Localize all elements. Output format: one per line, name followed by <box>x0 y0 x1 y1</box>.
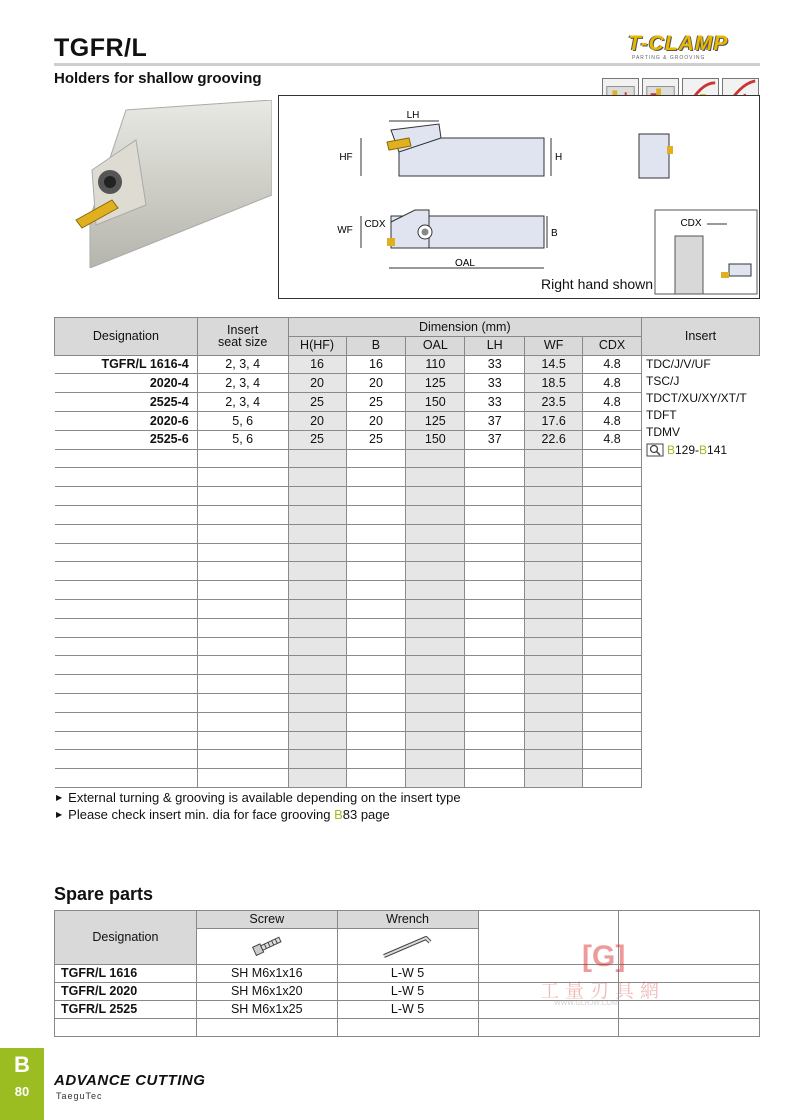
header-oal: OAL <box>406 336 465 355</box>
wf-cell <box>525 543 583 562</box>
designation-cell <box>55 599 198 618</box>
seat-size-cell <box>197 599 288 618</box>
section-letter: B <box>14 1052 30 1077</box>
b-cell: 20 <box>346 411 406 430</box>
oal-cell: 150 <box>406 393 465 412</box>
oal-cell <box>406 599 465 618</box>
wf-cell <box>525 769 583 788</box>
h-cell <box>288 562 346 581</box>
lh-cell <box>465 731 525 750</box>
empty-row <box>55 1019 760 1037</box>
seat-size-cell <box>197 524 288 543</box>
spare-designation-cell: TGFR/L 2525 <box>55 1001 197 1019</box>
page-number: 80 <box>14 1084 30 1099</box>
dim-label-cdx-inset: CDX <box>680 218 702 229</box>
lh-cell: 37 <box>465 430 525 449</box>
seat-size-cell <box>197 675 288 694</box>
seat-size-cell <box>197 581 288 600</box>
bullet-icon: ▶ <box>56 810 63 819</box>
h-cell <box>288 675 346 694</box>
designation-cell <box>55 675 198 694</box>
oal-cell <box>406 675 465 694</box>
spare-header-screw: Screw <box>196 911 337 929</box>
seat-size-cell <box>197 656 288 675</box>
b-cell <box>346 562 406 581</box>
header-cdx: CDX <box>583 336 642 355</box>
cdx-cell <box>583 505 642 524</box>
designation-cell <box>55 562 198 581</box>
designation-cell <box>55 487 198 506</box>
screw-icon <box>196 929 337 965</box>
wf-cell: 18.5 <box>525 374 583 393</box>
insert-type: TSC/J <box>645 373 680 388</box>
cdx-cell <box>583 599 642 618</box>
designation-cell <box>55 468 198 487</box>
oal-cell <box>406 637 465 656</box>
designation-cell <box>55 524 198 543</box>
cdx-cell <box>583 487 642 506</box>
wrench-cell <box>337 1019 478 1037</box>
designation-cell: 2020-4 <box>55 374 198 393</box>
oal-cell <box>406 618 465 637</box>
magnifier-icon <box>646 443 664 457</box>
lh-cell <box>465 750 525 769</box>
oal-cell <box>406 712 465 731</box>
oal-cell <box>406 524 465 543</box>
wf-cell: 14.5 <box>525 355 583 374</box>
b-cell <box>346 712 406 731</box>
h-cell <box>288 637 346 656</box>
seat-size-cell <box>197 693 288 712</box>
designation-cell <box>55 656 198 675</box>
dim-label-cdx: CDX <box>364 219 386 230</box>
seat-size-cell: 5, 6 <box>197 411 288 430</box>
seat-size-cell: 2, 3, 4 <box>197 374 288 393</box>
insert-type: TDMV <box>645 425 680 440</box>
oal-cell <box>406 468 465 487</box>
seat-size-cell <box>197 468 288 487</box>
cdx-cell: 4.8 <box>583 430 642 449</box>
h-cell <box>288 731 346 750</box>
cdx-cell <box>583 675 642 694</box>
footer-company: TaeguTec <box>56 1091 103 1101</box>
insert-type: TDC/J/V/UF <box>645 356 711 371</box>
wf-cell: 23.5 <box>525 393 583 412</box>
cdx-cell: 4.8 <box>583 393 642 412</box>
oal-cell: 125 <box>406 374 465 393</box>
cdx-cell <box>583 618 642 637</box>
designation-cell <box>55 731 198 750</box>
lh-cell <box>465 505 525 524</box>
b-cell: 25 <box>346 393 406 412</box>
designation-cell <box>55 449 198 468</box>
wf-cell <box>525 581 583 600</box>
b-cell <box>346 618 406 637</box>
wf-cell: 17.6 <box>525 411 583 430</box>
seat-size-cell <box>197 769 288 788</box>
h-cell <box>288 581 346 600</box>
holder-product-image <box>66 100 272 268</box>
h-cell <box>288 750 346 769</box>
b-cell <box>346 637 406 656</box>
screw-cell: SH M6x1x20 <box>196 983 337 1001</box>
seat-size-cell <box>197 543 288 562</box>
cdx-cell <box>583 449 642 468</box>
note-item: ▶ External turning & grooving is available depending on the insert type <box>56 790 461 805</box>
designation-cell: 2020-6 <box>55 411 198 430</box>
header-b: B <box>346 336 406 355</box>
lh-cell <box>465 693 525 712</box>
lh-cell <box>465 675 525 694</box>
bullet-icon: ▶ <box>56 793 63 802</box>
seat-size-cell <box>197 712 288 731</box>
lh-cell <box>465 543 525 562</box>
lh-cell <box>465 656 525 675</box>
lh-cell <box>465 449 525 468</box>
insert-type: TDFT <box>645 408 677 423</box>
designation-cell <box>55 693 198 712</box>
cdx-cell <box>583 750 642 769</box>
header-seat-size: Insert seat size <box>197 318 288 356</box>
seat-size-cell <box>197 505 288 524</box>
wf-cell <box>525 675 583 694</box>
cdx-cell <box>583 581 642 600</box>
wf-cell <box>525 750 583 769</box>
lh-cell <box>465 637 525 656</box>
spare-header-wrench: Wrench <box>337 911 478 929</box>
designation-cell: TGFR/L 1616-4 <box>55 355 198 374</box>
b-cell <box>346 675 406 694</box>
insert-page-reference[interactable]: B129-B141 <box>646 442 727 459</box>
designation-cell <box>55 505 198 524</box>
wf-cell <box>525 562 583 581</box>
b-cell <box>346 769 406 788</box>
header-wf: WF <box>525 336 583 355</box>
oal-cell: 150 <box>406 430 465 449</box>
designation-cell <box>55 618 198 637</box>
b-cell <box>346 468 406 487</box>
h-cell <box>288 599 346 618</box>
page-subtitle: Holders for shallow grooving <box>54 70 262 87</box>
wrench-icon <box>337 929 478 965</box>
h-cell: 25 <box>288 430 346 449</box>
lh-cell <box>465 581 525 600</box>
wf-cell <box>525 693 583 712</box>
cdx-cell <box>583 637 642 656</box>
header-lh: LH <box>465 336 525 355</box>
wf-cell: 22.6 <box>525 430 583 449</box>
cdx-cell <box>583 543 642 562</box>
dimension-diagram <box>278 95 760 299</box>
oal-cell <box>406 693 465 712</box>
page-title: TGFR/L <box>54 34 148 62</box>
title-rule <box>54 63 760 66</box>
dim-label-oal: OAL <box>454 258 476 269</box>
designation-cell <box>55 637 198 656</box>
h-cell: 16 <box>288 355 346 374</box>
oal-cell <box>406 505 465 524</box>
diagram-caption: Right hand shown <box>541 276 654 292</box>
seat-size-cell <box>197 731 288 750</box>
wf-cell <box>525 505 583 524</box>
h-cell <box>288 524 346 543</box>
table-row <box>55 355 760 374</box>
cdx-cell <box>583 712 642 731</box>
dim-label-h: H <box>555 152 563 163</box>
oal-cell <box>406 449 465 468</box>
h-cell <box>288 712 346 731</box>
screw-cell: SH M6x1x16 <box>196 965 337 983</box>
b-cell <box>346 543 406 562</box>
wf-cell <box>525 487 583 506</box>
seat-size-cell <box>197 562 288 581</box>
seat-size-cell <box>197 487 288 506</box>
lh-cell: 37 <box>465 411 525 430</box>
cdx-cell <box>583 562 642 581</box>
wf-cell <box>525 524 583 543</box>
lh-cell <box>465 599 525 618</box>
blank-cell <box>619 1019 760 1037</box>
h-cell <box>288 618 346 637</box>
blank-cell <box>478 1019 619 1037</box>
oal-cell <box>406 656 465 675</box>
h-cell <box>288 656 346 675</box>
spare-designation-cell: TGFR/L 1616 <box>55 965 197 983</box>
wf-cell <box>525 599 583 618</box>
h-cell: 25 <box>288 393 346 412</box>
b-cell: 20 <box>346 374 406 393</box>
notes <box>56 789 461 823</box>
cdx-cell: 4.8 <box>583 355 642 374</box>
seat-size-cell <box>197 637 288 656</box>
wrench-cell: L-W 5 <box>337 1001 478 1019</box>
spare-parts-title: Spare parts <box>54 884 154 904</box>
wrench-cell: L-W 5 <box>337 965 478 983</box>
designation-cell <box>55 712 198 731</box>
spare-designation-cell <box>55 1019 197 1037</box>
b-cell <box>346 750 406 769</box>
h-cell <box>288 543 346 562</box>
b-cell <box>346 524 406 543</box>
holder-dimension-table <box>54 317 760 788</box>
wf-cell <box>525 468 583 487</box>
lh-cell: 33 <box>465 355 525 374</box>
h-cell: 20 <box>288 411 346 430</box>
oal-cell <box>406 769 465 788</box>
header-insert: Insert <box>641 318 759 356</box>
lh-cell <box>465 487 525 506</box>
oal-cell <box>406 750 465 769</box>
lh-cell <box>465 562 525 581</box>
b-cell <box>346 581 406 600</box>
h-cell <box>288 487 346 506</box>
b-cell <box>346 449 406 468</box>
b-cell: 25 <box>346 430 406 449</box>
brand-logo <box>622 32 762 62</box>
oal-cell: 125 <box>406 411 465 430</box>
dim-label-hf: HF <box>339 152 353 163</box>
oal-cell <box>406 731 465 750</box>
b-cell <box>346 599 406 618</box>
cdx-cell: 4.8 <box>583 411 642 430</box>
screw-cell: SH M6x1x25 <box>196 1001 337 1019</box>
lh-cell <box>465 618 525 637</box>
lh-cell: 33 <box>465 393 525 412</box>
spare-header-designation: Designation <box>55 911 197 965</box>
brand-logo-text: T-CLAMP <box>628 32 729 55</box>
cdx-cell <box>583 656 642 675</box>
seat-size-cell <box>197 618 288 637</box>
holder-table-body <box>55 355 760 787</box>
lh-cell <box>465 524 525 543</box>
seat-size-cell <box>197 449 288 468</box>
spare-designation-cell: TGFR/L 2020 <box>55 983 197 1001</box>
h-cell <box>288 693 346 712</box>
dim-label-b: B <box>551 228 558 239</box>
lh-cell <box>465 769 525 788</box>
b-cell <box>346 656 406 675</box>
designation-cell <box>55 581 198 600</box>
brand-tagline: PARTING & GROOVING <box>632 55 706 61</box>
insert-type: TDCT/XU/XY/XT/T <box>645 391 747 405</box>
footer-brand-logo: ADVANCE CUTTING <box>54 1072 206 1089</box>
designation-cell: 2525-4 <box>55 393 198 412</box>
seat-size-cell: 5, 6 <box>197 430 288 449</box>
cdx-cell <box>583 693 642 712</box>
wf-cell <box>525 731 583 750</box>
b-cell <box>346 505 406 524</box>
watermark-logo: [G] 工量刃具網 WWW.GLRJW.COM <box>540 940 666 1007</box>
wrench-cell: L-W 5 <box>337 983 478 1001</box>
oal-cell: 110 <box>406 355 465 374</box>
lh-cell <box>465 712 525 731</box>
cdx-cell <box>583 731 642 750</box>
oal-cell <box>406 543 465 562</box>
seat-size-cell: 2, 3, 4 <box>197 393 288 412</box>
designation-cell: 2525-6 <box>55 430 198 449</box>
lh-cell: 33 <box>465 374 525 393</box>
wf-cell <box>525 637 583 656</box>
seat-size-cell: 2, 3, 4 <box>197 355 288 374</box>
header-dimension: Dimension (mm) <box>288 318 641 337</box>
screw-cell <box>196 1019 337 1037</box>
cdx-cell <box>583 769 642 788</box>
b-cell <box>346 487 406 506</box>
wf-cell <box>525 449 583 468</box>
cdx-cell <box>583 524 642 543</box>
h-cell <box>288 449 346 468</box>
h-cell <box>288 505 346 524</box>
section-tab <box>0 1048 44 1120</box>
wf-cell <box>525 712 583 731</box>
header-designation: Designation <box>55 318 198 356</box>
seat-size-cell <box>197 750 288 769</box>
insert-types-cell <box>641 355 759 787</box>
cdx-cell <box>583 468 642 487</box>
b-cell <box>346 731 406 750</box>
oal-cell <box>406 562 465 581</box>
header-h: H(HF) <box>288 336 346 355</box>
b-cell: 16 <box>346 355 406 374</box>
lh-cell <box>465 468 525 487</box>
designation-cell <box>55 543 198 562</box>
b-cell <box>346 693 406 712</box>
designation-cell <box>55 769 198 788</box>
oal-cell <box>406 487 465 506</box>
oal-cell <box>406 581 465 600</box>
h-cell <box>288 468 346 487</box>
wf-cell <box>525 656 583 675</box>
h-cell <box>288 769 346 788</box>
designation-cell <box>55 750 198 769</box>
dim-label-wf: WF <box>337 225 353 236</box>
cdx-cell: 4.8 <box>583 374 642 393</box>
dim-label-lh: LH <box>406 110 420 121</box>
wf-cell <box>525 618 583 637</box>
note-item: ▶ Please check insert min. dia for face grooving B83 page <box>56 807 390 822</box>
h-cell: 20 <box>288 374 346 393</box>
